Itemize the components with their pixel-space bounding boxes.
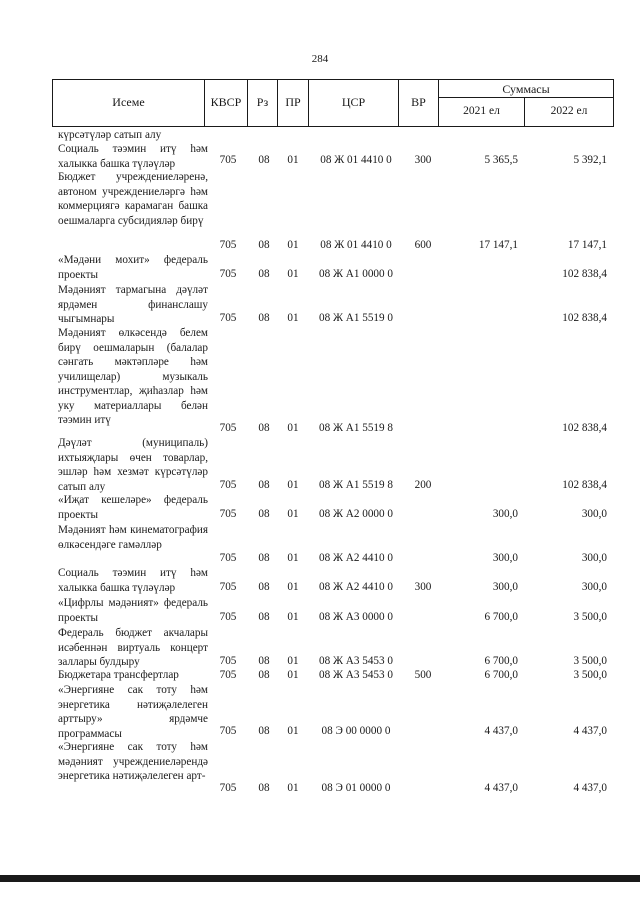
row-kvsr: 705 — [219, 669, 237, 681]
row-csr: 08 Э 01 0000 0 — [321, 782, 391, 794]
row-sum-2021: 6 700,0 — [484, 611, 518, 623]
row-kvsr: 705 — [219, 239, 237, 251]
row-sum-2022: 300,0 — [581, 581, 607, 593]
row-rz: 08 — [258, 479, 270, 491]
row-sum-2021: 6 700,0 — [484, 669, 518, 681]
row-csr: 08 Ж 01 4410 0 — [320, 154, 392, 166]
header-sums: Суммасы — [502, 82, 550, 96]
row-kvsr: 705 — [219, 422, 237, 434]
row-pr: 01 — [287, 581, 299, 593]
row-vr: 500 — [414, 669, 432, 681]
row-pr: 01 — [287, 782, 299, 794]
row-csr: 08 Ж A1 0000 0 — [318, 268, 394, 280]
row-csr: 08 Ж A1 5519 0 — [318, 312, 394, 324]
row-sum-2022: 17 147,1 — [567, 239, 607, 251]
header-pr: ПР — [285, 95, 301, 109]
row-sum-2022: 5 392,1 — [573, 154, 607, 166]
row-kvsr: 705 — [219, 655, 237, 667]
row-vr: 300 — [414, 581, 432, 593]
row-csr: 08 Ж A1 5519 8 — [318, 479, 394, 491]
row-sum-2022: 3 500,0 — [573, 669, 607, 681]
row-name: күрсәтүләр сатып алу — [58, 129, 162, 141]
row-kvsr: 705 — [219, 312, 237, 324]
row-sum-2022: 102 838,4 — [562, 312, 607, 324]
header-2022: 2022 ел — [550, 105, 588, 117]
row-name: «Цифрлы мәдәният» федераль проекты — [58, 597, 208, 624]
row-kvsr: 705 — [219, 154, 237, 166]
scan-edge-bar — [0, 875, 640, 882]
row-csr: 08 Э 00 0000 0 — [321, 725, 391, 737]
row-name: Мәдәният өлкәсендә белем бирү оешмаларын (балалар сәнгать мәктәпләре һәм училищелар) музыкаль инструментлар, җиһазлар һәм уку материаллары белән тәэмин итү — [58, 327, 208, 426]
header-rz: Рз — [256, 95, 269, 109]
row-csr: 08 Ж A3 5453 0 — [318, 669, 394, 681]
row-pr: 01 — [287, 154, 299, 166]
row-vr: 300 — [414, 154, 432, 166]
row-sum-2022: 102 838,4 — [562, 268, 607, 280]
row-pr: 01 — [287, 479, 299, 491]
row-csr: 08 Ж A1 5519 8 — [318, 422, 394, 434]
row-pr: 01 — [287, 239, 299, 251]
header-csr: ЦСР — [341, 95, 366, 109]
row-sum-2021: 300,0 — [492, 581, 518, 593]
row-name: Мәдәният тармагына дәүләт ярдәмен финанслашу чыгымнары — [58, 284, 208, 325]
row-rz: 08 — [258, 552, 270, 564]
row-sum-2022: 3 500,0 — [573, 611, 607, 623]
row-csr: 08 Ж A2 4410 0 — [318, 552, 394, 564]
row-sum-2022: 300,0 — [581, 552, 607, 564]
row-sum-2022: 4 437,0 — [573, 782, 607, 794]
row-rz: 08 — [258, 154, 270, 166]
row-rz: 08 — [258, 239, 270, 251]
row-sum-2021: 300,0 — [492, 552, 518, 564]
row-pr: 01 — [287, 611, 299, 623]
row-pr: 01 — [287, 508, 299, 520]
row-rz: 08 — [258, 312, 270, 324]
row-kvsr: 705 — [219, 508, 237, 520]
row-pr: 01 — [287, 268, 299, 280]
row-sum-2021: 300,0 — [492, 508, 518, 520]
row-rz: 08 — [258, 268, 270, 280]
header-name: Исеме — [112, 95, 145, 109]
row-csr: 08 Ж A2 0000 0 — [318, 508, 394, 520]
row-rz: 08 — [258, 422, 270, 434]
row-sum-2022: 3 500,0 — [573, 655, 607, 667]
row-sum-2021: 6 700,0 — [484, 655, 518, 667]
header-vr: ВР — [411, 95, 426, 109]
row-kvsr: 705 — [219, 611, 237, 623]
row-sum-2021: 4 437,0 — [484, 782, 518, 794]
row-kvsr: 705 — [219, 268, 237, 280]
row-name: Бюджетара трансфертлар — [58, 669, 179, 681]
row-pr: 01 — [287, 655, 299, 667]
row-sum-2022: 4 437,0 — [573, 725, 607, 737]
row-name: Бюджет учреждениеләренә, автоном учреждениеләргә һәм коммерциягә карамаган башка оешмаларга субсидияләр бирү — [58, 171, 208, 227]
header-2021: 2021 ел — [463, 105, 500, 117]
row-sum-2022: 102 838,4 — [562, 479, 607, 491]
table-header — [52, 79, 614, 127]
row-name: «Энергияне сак тоту һәм мәдәният учреждениеләрендә энергетика нәтиҗәлелеген арт- — [58, 741, 208, 782]
row-name: Федераль бюджет акчалары исәбеннән виртуаль концерт заллары булдыру — [58, 627, 208, 668]
row-rz: 08 — [258, 725, 270, 737]
row-kvsr: 705 — [219, 479, 237, 491]
row-vr: 600 — [414, 239, 432, 251]
row-rz: 08 — [258, 611, 270, 623]
row-name: Социаль тәэмин итү һәм халыкка башка түләүләр — [58, 143, 208, 170]
row-vr: 200 — [414, 479, 432, 491]
row-name: «Энергияне сак тоту һәм энергетика нәтиҗәлелеген арттыру» ярдәмче программасы — [58, 684, 208, 740]
row-sum-2021: 5 365,5 — [484, 154, 518, 166]
row-sum-2021: 4 437,0 — [484, 725, 518, 737]
row-csr: 08 Ж 01 4410 0 — [320, 239, 392, 251]
row-csr: 08 Ж A3 5453 0 — [318, 655, 394, 667]
row-rz: 08 — [258, 655, 270, 667]
row-csr: 08 Ж A3 0000 0 — [318, 611, 394, 623]
row-pr: 01 — [287, 422, 299, 434]
row-csr: 08 Ж A2 4410 0 — [318, 581, 394, 593]
row-rz: 08 — [258, 508, 270, 520]
row-kvsr: 705 — [219, 552, 237, 564]
row-name: Социаль тәэмин итү һәм халыкка башка түләүләр — [58, 567, 208, 594]
row-sum-2022: 300,0 — [581, 508, 607, 520]
row-pr: 01 — [287, 552, 299, 564]
row-kvsr: 705 — [219, 725, 237, 737]
row-name: Мәдәният һәм кинематография өлкәсендәге гамәлләр — [58, 524, 208, 551]
row-pr: 01 — [287, 669, 299, 681]
header-kvsr: КВСР — [210, 95, 242, 109]
row-sum-2021: 17 147,1 — [478, 239, 518, 251]
row-name: «Иҗат кешеләре» федераль проекты — [58, 494, 208, 521]
row-sum-2022: 102 838,4 — [562, 422, 607, 434]
row-kvsr: 705 — [219, 581, 237, 593]
row-pr: 01 — [287, 725, 299, 737]
row-name: Дәүләт (муниципаль) ихтыяҗлары өчен товарлар, эшләр һәм хезмәт күрсәтүләр сатып алу — [58, 437, 208, 493]
row-rz: 08 — [258, 782, 270, 794]
row-rz: 08 — [258, 669, 270, 681]
row-kvsr: 705 — [219, 782, 237, 794]
row-name: «Мәдәни мохит» федераль проекты — [58, 254, 208, 281]
row-rz: 08 — [258, 581, 270, 593]
row-pr: 01 — [287, 312, 299, 324]
page-number: 284 — [311, 53, 329, 65]
